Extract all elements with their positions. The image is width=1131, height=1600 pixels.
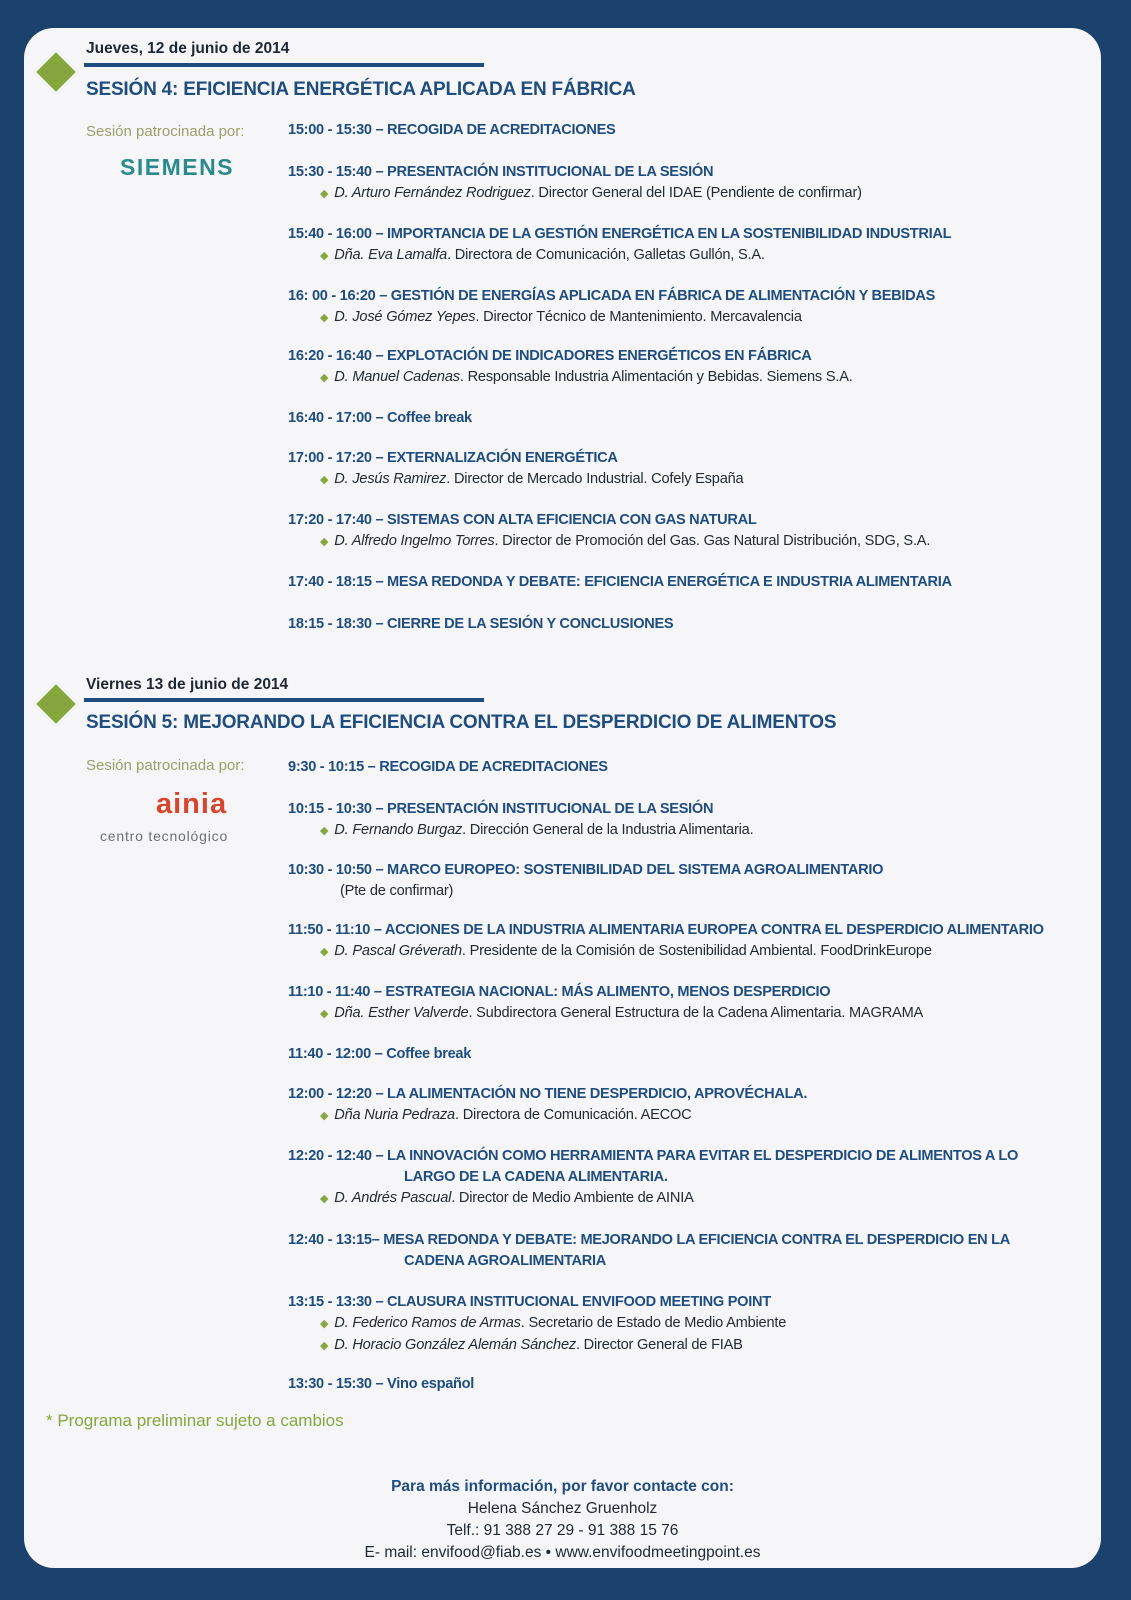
agenda-item [288, 346, 1088, 389]
item-title: 15:40 - 16:00 – IMPORTANCIA DE LA GESTIÓN ENERGÉTICA EN LA SOSTENIBILIDAD INDUSTRIAL [288, 226, 952, 242]
item-title: 13:30 - 15:30 – Vino español [288, 1376, 475, 1392]
agenda-item [288, 572, 1088, 593]
speaker-line: ◆ D. Alfredo Ingelmo Torres. Director de Promoción del Gas. Gas Natural Distribución, SDG, S.A. [320, 533, 931, 549]
item-title: 16:20 - 16:40 – EXPLOTACIÓN DE INDICADORES ENERGÉTICOS EN FÁBRICA [288, 348, 812, 364]
bullet-diamond-icon: ◆ [320, 946, 329, 958]
day-date: Jueves, 12 de junio de 2014 [86, 40, 290, 57]
item-title: 18:15 - 18:30 – CIERRE DE LA SESIÓN Y CONCLUSIONES [288, 616, 674, 632]
ainia-logo: ainia [156, 788, 228, 820]
speaker-line: ◆ D. Manuel Cadenas. Responsable Industria Alimentación y Bebidas. Siemens S.A. [320, 369, 853, 385]
agenda-item [288, 1084, 1088, 1127]
item-title: 13:15 - 13:30 – CLAUSURA INSTITUCIONAL ENVIFOOD MEETING POINT [288, 1294, 771, 1310]
bullet-diamond-icon: ◆ [320, 536, 329, 548]
day-marker-icon [36, 52, 76, 92]
bullet-diamond-icon: ◆ [320, 1110, 329, 1122]
bullet-diamond-icon: ◆ [320, 372, 329, 384]
item-title: 9:30 - 10:15 – RECOGIDA DE ACREDITACIONES [288, 759, 608, 775]
item-title: 16: 00 - 16:20 – GESTIÓN DE ENERGÍAS APLICADA EN FÁBRICA DE ALIMENTACIÓN Y BEBIDAS [288, 288, 936, 304]
item-title: 17:40 - 18:15 – MESA REDONDA Y DEBATE: EFICIENCIA ENERGÉTICA E INDUSTRIA ALIMENTARIA [288, 574, 952, 590]
speaker-line: ◆ D. Arturo Fernández Rodriguez. Director General del IDAE (Pendiente de confirmar) [320, 185, 862, 201]
item-title-continued: CADENA AGROALIMENTARIA [404, 1253, 607, 1269]
note-line: (Pte de confirmar) [340, 883, 454, 899]
agenda-item [288, 286, 1088, 329]
agenda-item [288, 1146, 1088, 1210]
agenda-item [288, 1230, 1088, 1272]
speaker-line: ◆ Dña Nuria Pedraza. Directora de Comunicación. AECOC [320, 1107, 692, 1123]
agenda-item [288, 224, 1088, 267]
agenda-item [288, 510, 1088, 553]
item-title: 17:00 - 17:20 – EXTERNALIZACIÓN ENERGÉTICA [288, 450, 618, 466]
agenda-item [288, 1374, 1088, 1395]
agenda-item [288, 448, 1088, 491]
speaker-line: ◆ D. Pascal Gréverath. Presidente de la Comisión de Sostenibilidad Ambiental. FoodDrinkEurope [320, 943, 932, 959]
program-card [24, 28, 1101, 1568]
bullet-diamond-icon: ◆ [320, 1318, 329, 1330]
agenda-item [288, 1292, 1088, 1357]
contact-email-web: E- mail: envifood@fiab.es • www.envifoodmeetingpoint.es [364, 1544, 761, 1561]
item-title: 12:00 - 12:20 – LA ALIMENTACIÓN NO TIENE DESPERDICIO, APROVÉCHALA. [288, 1086, 808, 1102]
item-title: 15:00 - 15:30 – RECOGIDA DE ACREDITACIONES [288, 122, 616, 138]
agenda-item [288, 120, 1088, 141]
day-rule [84, 63, 484, 67]
bullet-diamond-icon: ◆ [320, 250, 329, 262]
bullet-diamond-icon: ◆ [320, 312, 329, 324]
day-date: Viernes 13 de junio de 2014 [86, 676, 289, 693]
agenda-item [288, 757, 1088, 778]
contact-phone: Telf.: 91 388 27 29 - 91 388 15 76 [446, 1522, 679, 1539]
item-title: 12:20 - 12:40 – LA INNOVACIÓN COMO HERRAMIENTA PARA EVITAR EL DESPERDICIO DE ALIMENTOS A LO [288, 1148, 1019, 1164]
speaker-line: ◆ D. Jesús Ramirez. Director de Mercado Industrial. Cofely España [320, 471, 744, 487]
footnote: * Programa preliminar sujeto a cambios [46, 1411, 344, 1430]
speaker-line: ◆ Dña. Esther Valverde. Subdirectora General Estructura de la Cadena Alimentaria. MAGRAMA [320, 1005, 924, 1021]
item-title-continued: LARGO DE LA CADENA ALIMENTARIA. [404, 1169, 668, 1185]
item-title: 11:40 - 12:00 – Coffee break [288, 1046, 472, 1062]
item-title: 10:30 - 10:50 – MARCO EUROPEO: SOSTENIBILIDAD DEL SISTEMA AGROALIMENTARIO [288, 862, 884, 878]
sponsor-label: Sesión patrocinada por: [86, 757, 245, 774]
siemens-logo: SIEMENS [120, 154, 235, 180]
bullet-diamond-icon: ◆ [320, 1193, 329, 1205]
sponsor-label: Sesión patrocinada por: [86, 123, 245, 140]
contact-name: Helena Sánchez Gruenholz [467, 1500, 658, 1517]
ainia-logo-subtitle: centro tecnológico [100, 828, 229, 844]
agenda-item [288, 1044, 1088, 1065]
agenda-item [288, 860, 1088, 902]
contact-block [24, 1476, 1101, 1564]
speaker-line: ◆ D. Andrés Pascual. Director de Medio Ambiente de AINIA [320, 1190, 694, 1206]
speaker-line: ◆ D. Horacio González Alemán Sánchez. Director General de FIAB [320, 1337, 743, 1353]
bullet-diamond-icon: ◆ [320, 1340, 329, 1352]
agenda-item [288, 162, 1088, 205]
agenda-item [288, 920, 1088, 963]
item-title: 12:40 - 13:15– MESA REDONDA Y DEBATE: MEJORANDO LA EFICIENCIA CONTRA EL DESPERDICIO EN LA [288, 1232, 1011, 1248]
item-title: 10:15 - 10:30 – PRESENTACIÓN INSTITUCIONAL DE LA SESIÓN [288, 801, 714, 817]
agenda-item [288, 408, 1088, 429]
speaker-line: ◆ D. Fernando Burgaz. Dirección General de la Industria Alimentaria. [320, 822, 754, 838]
day-marker-icon [36, 684, 76, 724]
item-title: 15:30 - 15:40 – PRESENTACIÓN INSTITUCIONAL DE LA SESIÓN [288, 164, 714, 180]
contact-heading: Para más información, por favor contacte con: [391, 1478, 734, 1495]
item-title: 11:10 - 11:40 – ESTRATEGIA NACIONAL: MÁS ALIMENTO, MENOS DESPERDICIO [288, 984, 831, 1000]
agenda-item [288, 982, 1088, 1025]
bullet-diamond-icon: ◆ [320, 474, 329, 486]
bullet-diamond-icon: ◆ [320, 1008, 329, 1020]
item-title: 11:50 - 11:10 – ACCIONES DE LA INDUSTRIA ALIMENTARIA EUROPEA CONTRA EL DESPERDICIO ALIMENTARIO [288, 922, 1044, 938]
speaker-line: ◆ D. José Gómez Yepes. Director Técnico de Mantenimiento. Mercavalencia [320, 309, 802, 325]
speaker-line: ◆ Dña. Eva Lamalfa. Directora de Comunicación, Galletas Gullón, S.A. [320, 247, 765, 263]
session-title: SESIÓN 5: MEJORANDO LA EFICIENCIA CONTRA EL DESPERDICIO DE ALIMENTOS [86, 712, 837, 733]
item-title: 16:40 - 17:00 – Coffee break [288, 410, 472, 426]
bullet-diamond-icon: ◆ [320, 188, 329, 200]
speaker-line: ◆ D. Federico Ramos de Armas. Secretario de Estado de Medio Ambiente [320, 1315, 787, 1331]
session-title: SESIÓN 4: EFICIENCIA ENERGÉTICA APLICADA EN FÁBRICA [86, 79, 636, 100]
agenda-item [288, 614, 1088, 635]
agenda-item [288, 799, 1088, 842]
bullet-diamond-icon: ◆ [320, 825, 329, 837]
day-rule [84, 698, 484, 702]
item-title: 17:20 - 17:40 – SISTEMAS CON ALTA EFICIENCIA CON GAS NATURAL [288, 512, 757, 528]
